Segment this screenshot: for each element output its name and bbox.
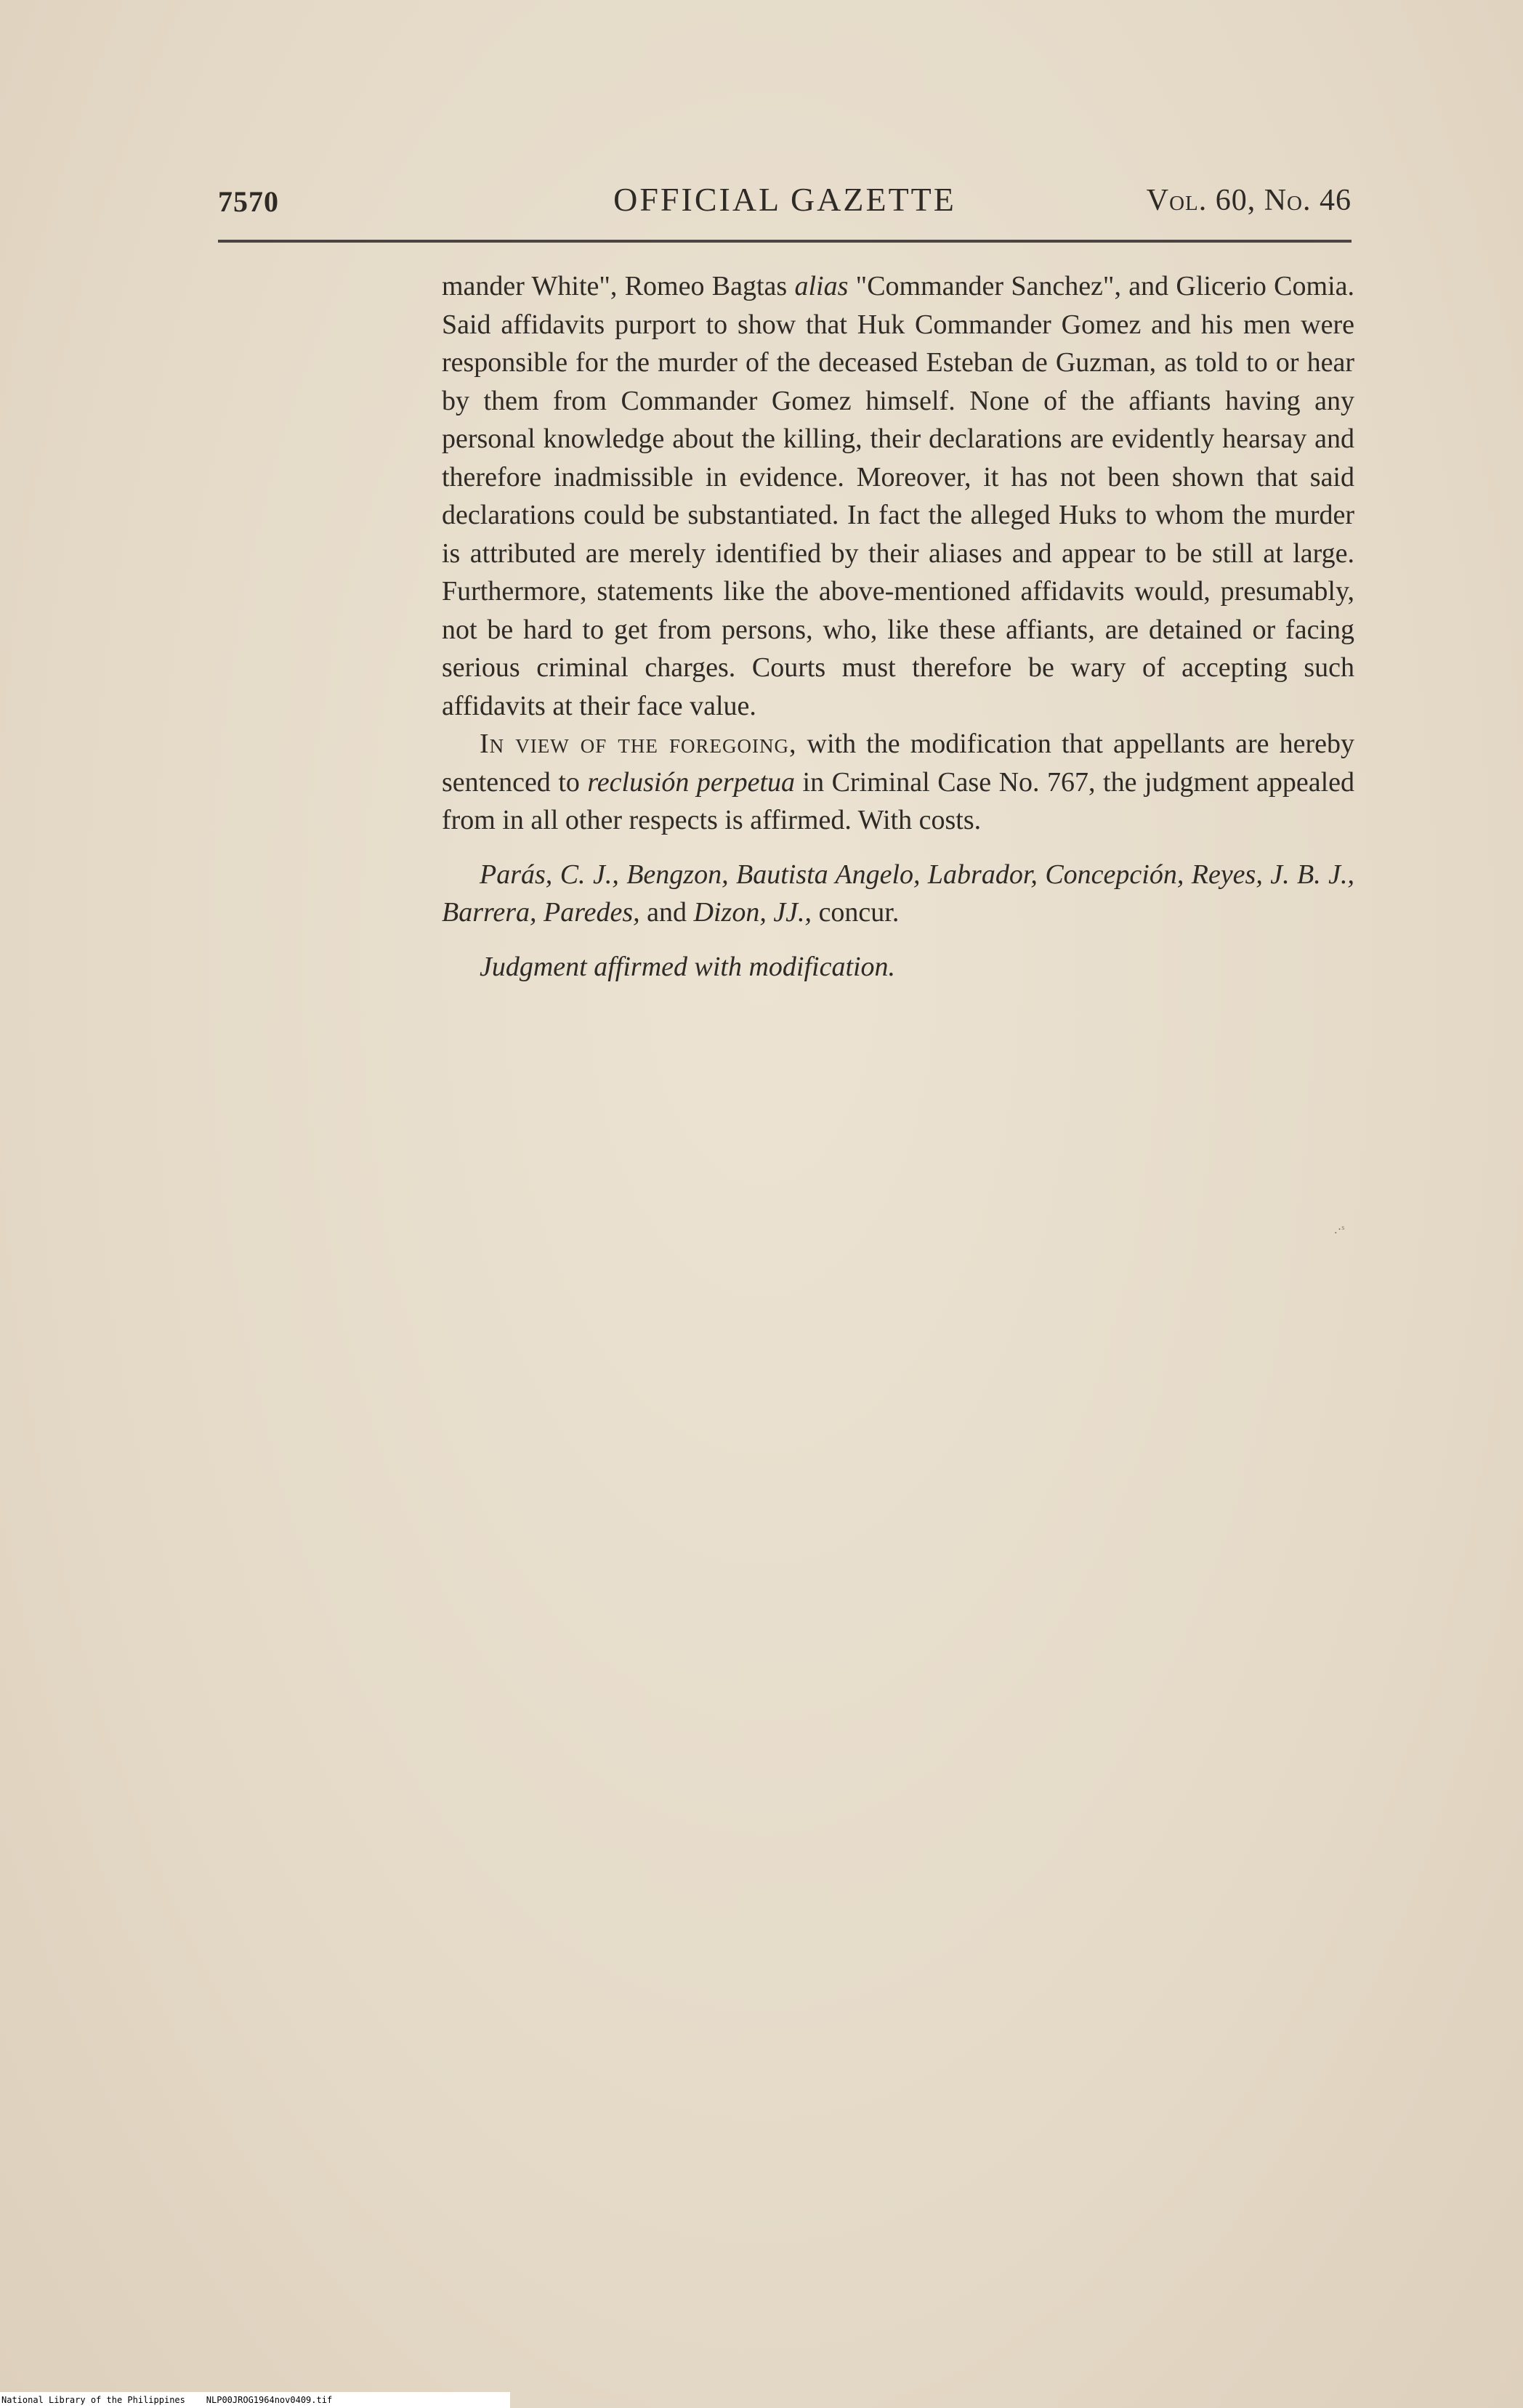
footer-filename: NLP00JROG1964nov0409.tif bbox=[206, 2395, 333, 2405]
concurrence-and: and bbox=[647, 897, 687, 928]
header-rule bbox=[218, 240, 1352, 243]
dispositive-lead: In view of the foregoing, bbox=[480, 729, 797, 759]
concurring-justices: Parás, C. J., Bengzon, Bautista Angelo, Labrador, Concepción, Reyes, J. B. J., Barrera, Paredes, bbox=[442, 859, 1354, 928]
decision-text bbox=[442, 267, 1354, 986]
scan-footer bbox=[0, 2392, 510, 2408]
page-header bbox=[218, 180, 1352, 231]
paragraph-dispositive bbox=[442, 725, 1354, 840]
dispositive-text-2: in Criminal Case No. 767, the judgment appealed from in all other respects is affirmed. With costs. bbox=[442, 766, 1355, 835]
volume-issue: Vol. 60, No. 46 bbox=[1146, 184, 1352, 217]
concur-verb: concur. bbox=[818, 897, 900, 928]
concurrence bbox=[442, 856, 1354, 932]
dispositive-text-1: with the modification that appellants are hereby sentenced to bbox=[442, 729, 1355, 798]
scan-mark: .·ˢ bbox=[1334, 1222, 1345, 1236]
paragraph-affidavits: mander White", Romeo Bagtas alias "Commander Sanchez", and Glicerio Comia. Said affidavits purport to show that Huk Commander Gomez and his men were responsible for the murder of the deceased Esteban de Guzman, as told to or hear by them from Commander Gomez himself. None of the affiants having any personal knowledge about the killing, their declarations are evidently hearsay and therefore inadmissible in evidence. Moreover, it has not been shown that said declarations could be substantiated. In fact the alleged Huks to whom the murder is attributed are merely identified by their aliases and appear to be still at large. Furthermore, statements like the above-mentioned affidavits would, presumably, not be hard to get from persons, who, like these affiants, are detained or facing serious criminal charges. Courts must therefore be wary of accepting such affidavits at their face value. bbox=[442, 271, 1355, 721]
penalty-term: reclusión perpetua bbox=[587, 766, 796, 798]
alias-term: alias bbox=[794, 271, 849, 301]
gazette-title: OFFICIAL GAZETTE bbox=[613, 181, 956, 218]
last-justice: Dizon, JJ., bbox=[693, 897, 812, 928]
judgment-disposition: Judgment affirmed with modification. bbox=[480, 951, 896, 982]
page-number: 7570 bbox=[218, 185, 279, 218]
footer-library: National Library of the Philippines bbox=[1, 2395, 185, 2405]
